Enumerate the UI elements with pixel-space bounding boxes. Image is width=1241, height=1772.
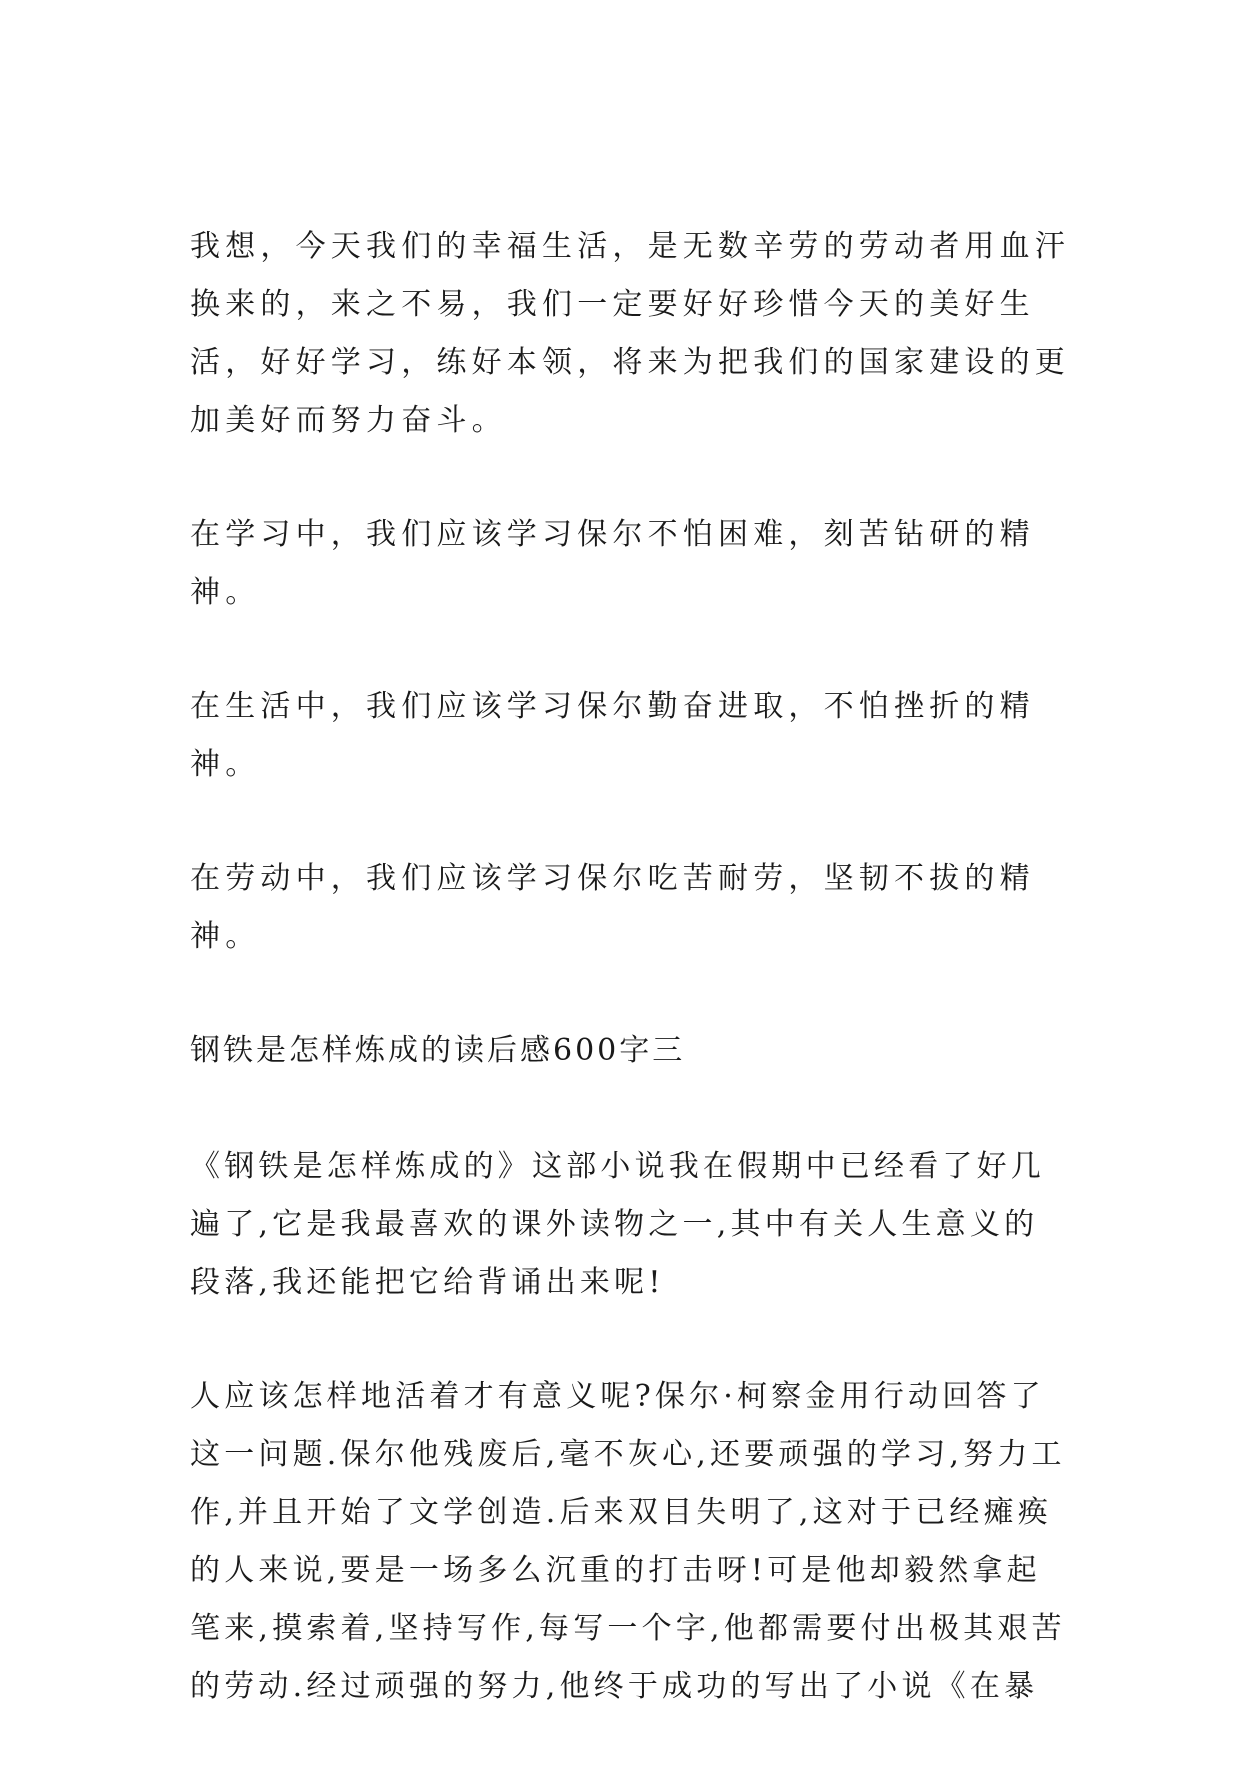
paragraph-meaning-of-life: 人应该怎样地活着才有意义呢?保尔·柯察金用行动回答了这一问题.保尔他残废后,毫不灰心,还要顽强的学习,努力工作,并且开始了文学创造.后来双目失明了,这对于已经瘫痪的人来说,要是一场多么沉重的打击呀!可是他却毅然拿起笔来,摸索着,坚持写作,每写一个字,他都需要付出极其艰苦的劳动.经过顽强的努力,他终于成功的写出了小说《在暴 xyxy=(190,1379,1066,1704)
paragraph-life: 在生活中，我们应该学习保尔勤奋进取，不怕挫折的精神。 xyxy=(190,689,1035,782)
paragraph-gratitude: 我想，今天我们的幸福生活，是无数辛劳的劳动者用血汗换来的，来之不易，我们一定要好好珍惜今天的美好生活，好好学习，练好本领，将来为把我们的国家建设的更加美好而努力奋斗。 xyxy=(190,229,1070,438)
paragraph-novel-intro: 《钢铁是怎样炼成的》这部小说我在假期中已经看了好几遍了,它是我最喜欢的课外读物之一,其中有关人生意义的段落,我还能把它给背诵出来呢! xyxy=(190,1149,1045,1300)
paragraph-study: 在学习中，我们应该学习保尔不怕困难，刻苦钻研的精神。 xyxy=(190,517,1035,610)
paragraph-labor: 在劳动中，我们应该学习保尔吃苦耐劳，坚韧不拔的精神。 xyxy=(190,861,1035,954)
document-body xyxy=(190,218,1070,1772)
section-title: 钢铁是怎样炼成的读后感600字三 xyxy=(190,1033,686,1068)
